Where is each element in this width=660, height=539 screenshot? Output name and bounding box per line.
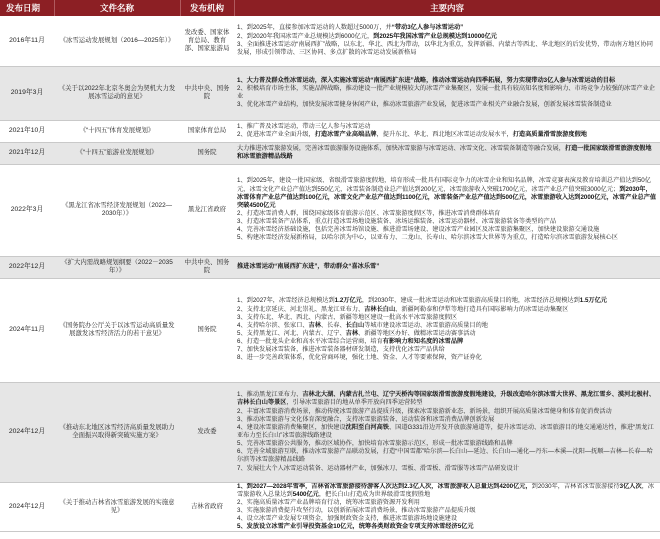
content-line: [237, 306, 657, 314]
content-line: [237, 523, 657, 531]
table-row: [0, 382, 660, 482]
highlight-text: 3亿人次: [619, 482, 642, 490]
document-name: 《扩大内需战略规划纲要（2022－2035年）》: [54, 256, 180, 278]
release-date: 2024年12月: [0, 482, 54, 532]
content-text: 大力推进冰雪旅游发展，完善冰雪旅游服务设施体系，加快冰雪旅游与冰雪运动、冰雪文化、冰雪装备制造等融合发展，: [237, 144, 565, 152]
document-name: 《黑龙江省冰雪经济发展规划（2022—2030年）》: [54, 164, 180, 256]
main-content: [234, 66, 660, 120]
document-name: 《“十四五”体育发展规划》: [54, 120, 180, 142]
content-text: 7、发展壮大个人冰雪运动装备、运动器材产业，加强冰刀、雪板、滑雪板、滑雪服等冰雪产品研发设计: [237, 464, 519, 472]
content-text: 1、到2027年，冰雪经济总规模达到: [237, 297, 335, 305]
main-content: [234, 164, 660, 256]
document-name: 《推动东北地区冰雪经济高质量发展助力全面振兴取得新突破实施方案》: [54, 382, 180, 482]
content-text: 6、完善全域旅游互联，推动冰雪旅游产品联动发展，打造“中国雪都”哈尔滨—长白山—延边、长白山—通化—丹东—本溪—沈阳—抚顺—吉林—长春—哈尔滨等冰雪旅游精品线路: [237, 448, 653, 464]
issuing-body: 黑龙江省政府: [180, 164, 234, 256]
issuing-body: 中共中央、国务院: [180, 256, 234, 278]
document-name: 《关于以2022年北京冬奥会为契机大力发展冰雪运动的意见》: [54, 66, 180, 120]
content-line: [237, 101, 657, 109]
release-date: 2016年11月: [0, 16, 54, 66]
table-row: [0, 120, 660, 142]
content-text: 3、优化冰雪产业结构，加快发展冰雪健身休闲产业，推动冰雪旅游产业发展，促进冰雪产业相关产业融合发展，创新发展冰雪装备制造业: [237, 101, 612, 109]
content-text: 、国道G331沿边开发开放旅游通道等，提升冰雪运动、冰雪旅游目的地交通通达性，推进“黑龙江亚布力至长白山”冰雪旅游线路建设: [237, 423, 654, 439]
content-text: 1、到2025年，直接参加冰雪运动的人数超过5000万，并: [237, 24, 392, 32]
highlight-text: 到2030年，冰雪体育产业总产值达到100亿元，冰雪文化产业总产值达到1100亿元，冰雪装备产业总产值达到500亿元，冰雪旅游收入达到2000亿元，冰雪产业总产值突破4500亿元: [237, 185, 657, 209]
content-line: [237, 210, 657, 218]
content-text: 到2030年，吉林省冰雪旅游接待: [531, 482, 620, 490]
release-date: 2022年3月: [0, 164, 54, 256]
issuing-body: 发改委、国家体育总局、教育部、国家旅游局: [180, 16, 234, 66]
issuing-body: 发改委: [180, 382, 234, 482]
content-line: [237, 314, 657, 322]
content-text: 、新疆阿勒泰和伊犁等地打造具有国际影响力的冰雪运动集聚区: [395, 305, 569, 313]
highlight-text: 5400亿元: [292, 490, 319, 498]
content-line: [237, 322, 657, 330]
content-line: [237, 177, 657, 210]
content-text: 3、全面推进冰雪运动“南展西扩”战略，以东北、华北、西北为带动，以华北为重点，发挥新疆、内蒙古等西北、华北地区的后发优势，带动南方地区协同发展，形成引领带动、三区协同、多点扩散的冰雪运动发展新格局: [237, 40, 653, 56]
content-text: ，冰雪旅游收入总量达到: [237, 482, 655, 498]
content-text: 2、实施高质量冰雪产业品牌培育行动，统筹冰雪旅游资源开发利用: [237, 498, 420, 506]
content-text: 4、支持哈尔滨、张家口、: [237, 321, 309, 329]
main-content: [234, 382, 660, 482]
content-line: [237, 330, 657, 338]
header-document-name: 文件名称: [54, 0, 180, 16]
content-line: [237, 24, 657, 32]
content-line: [237, 77, 657, 85]
highlight-text: 打造一批国家级滑雪旅游度假地和冰雪旅游精品线路: [237, 144, 652, 160]
header-issuer: 发布机构: [180, 0, 234, 16]
content-text: 等城市建设冰雪运动、冰雪旅游高质量目的地: [364, 321, 488, 329]
content-text: 5、支持黑龙江、河北、内蒙古、辽宁、: [237, 330, 346, 337]
content-text: 4、设立冰雪产业发展专项资金，加强财政资金支持，推进冰雪旅游场地设施建设: [237, 515, 458, 523]
highlight-text: 打造冰雪产业高端品牌: [314, 131, 377, 138]
content-text: ，提升东北、华北、西北地区冰雪运动发展水平，: [376, 131, 513, 138]
highlight-text: 努力实现带动3亿人参与冰雪运动的目标: [506, 76, 616, 84]
content-line: [237, 33, 657, 41]
table-row: [0, 16, 660, 66]
highlight-text: 1、大力普及群众性冰雪运动，深入实施冰雪运动“南展西扩东进”战略，推动冰雪运动向四季拓展，: [237, 76, 507, 84]
header-date: 发布日期: [0, 0, 54, 16]
content-text: 7、加快发展冰雪装备，推进冰雪装备器材研发制造，支持优化冰雪产品供给: [237, 346, 445, 354]
content-text: 2、丰富冰雪旅游消费场景，推动传统冰雪旅游产品提质升级，探索冰雪旅游新业态、新场景，组织开展高质量冰雪健身和体育促消费活动: [237, 407, 612, 415]
content-text: 1、到2025年，建设一批国家级、省级滑雪旅游度假地，培育形成一批具有国际竞争力的冰雪企业和知名品牌，冰雪竞赛表演及教育培训总产值达到50亿元，冰雪文化产业总产值达到550亿元，冰雪装备制造业总产值达到200亿元，冰雪旅游收入突破1700亿元，冰雪产业总产值突破3000亿元；: [237, 177, 651, 193]
release-date: 2021年10月: [0, 120, 54, 142]
content-line: [237, 263, 657, 271]
main-content: [234, 120, 660, 142]
highlight-text: 有影响力和知名度的冰雪品牌: [382, 338, 464, 346]
content-text: 、新疆等地区办好、做精冰雪运动赛事活动: [358, 330, 476, 337]
content-line: [237, 391, 657, 407]
main-content: [234, 482, 660, 532]
content-text: ，到2030年，建成一批冰雪运动和冰雪旅游高质量目的地，冰雪经济总规模达到: [361, 297, 580, 305]
content-text: 2、支持北京延庆、河北崇礼、黑龙江亚布力、: [237, 305, 365, 313]
highlight-text: “带动3亿人参与冰雪运动”: [391, 24, 464, 32]
content-line: [237, 465, 657, 473]
content-line: [237, 499, 657, 507]
content-line: [237, 483, 657, 499]
content-text: 5、构建冰雪经济发展新格局，以哈尔滨为中心，以亚布力、二龙山、长寿山、哈尔滨冰雪大世界等为重点，打造哈尔滨冰雪旅游发展核心区: [237, 234, 618, 242]
highlight-text: 吉林北大湖、内蒙古扎兰屯、辽宁天桥沟等国家级滑雪旅游度假地建设，升级改造哈尔滨冰雪大世界、黑龙江雪乡、漠河北极村、吉林长白山等景区: [237, 391, 656, 407]
content-text: ，把长白山打造成为世界级滑雪度假胜地: [318, 490, 431, 498]
release-date: 2024年12月: [0, 382, 54, 482]
content-text: 2、促进冰雪产业全面升级，: [237, 131, 315, 138]
release-date: 2024年11月: [0, 278, 54, 382]
main-content: [234, 278, 660, 382]
table-row: [0, 142, 660, 164]
main-content: [234, 142, 660, 164]
highlight-text: 推进冰雪运动“南展西扩东进”，带动群众“喜冰乐雪”: [237, 262, 380, 270]
issuing-body: 吉林省政府: [180, 482, 234, 532]
main-content: [234, 16, 660, 66]
highlight-text: 1.2万亿元: [334, 297, 362, 305]
document-name: 《国务院办公厅关于以冰雪运动高质量发展激发冰雪经济活力的若干意见》: [54, 278, 180, 382]
content-line: [237, 131, 657, 139]
highlight-text: 吉林长白山: [364, 305, 396, 313]
issuing-body: 国务院: [180, 142, 234, 164]
content-line: [237, 408, 657, 416]
content-line: [237, 85, 657, 101]
release-date: 2021年12月: [0, 142, 54, 164]
highlight-text: 打造高质量滑雪旅游度假地: [512, 131, 587, 138]
issuing-body: 中共中央、国务院: [180, 66, 234, 120]
content-text: 1、推广普及冰雪运动，带动三亿人参与冰雪运动: [237, 122, 371, 130]
table-row: [0, 164, 660, 256]
table-row: [0, 66, 660, 120]
main-content: [234, 256, 660, 278]
content-text: 2、到2020年我国冰雪产业总规模达到6000亿元，: [237, 32, 374, 40]
content-text: 4、建设冰雪旅游消费集聚区，加快建设: [237, 423, 346, 431]
content-line: [237, 507, 657, 515]
document-name: 《关于推动吉林省冰雪旅游发展的实施意见》: [54, 482, 180, 532]
content-line: [237, 416, 657, 424]
table-header-row: [0, 0, 660, 16]
content-line: [237, 145, 657, 161]
content-text: 3、支持东北、华北、西北、内蒙古、新疆等地区建设一批高水平冰雪旅游度假区: [237, 313, 458, 321]
highlight-text: 沈阳至白河高铁: [345, 423, 389, 431]
content-text: 3、推动冰雪旅游与文化体育深度融合，支持冰雪旅游装备、运动装备和冰雪消费品牌创新发展: [237, 415, 495, 423]
table-row: [0, 482, 660, 532]
issuing-body: 国务院: [180, 278, 234, 382]
document-name: 《冰雪运动发展规划（2016—2025年）》: [54, 16, 180, 66]
release-date: 2019年3月: [0, 66, 54, 120]
highlight-text: 5、发放设立冰雪产业引导投资基金10亿元，统筹各类财政资金专项支持冰雪经济5亿元: [237, 523, 474, 531]
content-line: [237, 41, 657, 57]
content-text: 4、完善冰雪经济基础设施，包括完善冰雪场馆设施、推进滑雪场建设、建设冰雪产业园区及冰雪旅游集聚区，加快建设旅游交通设施: [237, 226, 600, 234]
content-line: [237, 234, 657, 242]
content-text: 8、进一步完善政策体系，优化营商环境，强化土地、资金、人才等要素保障，资产证券化: [237, 354, 482, 362]
content-text: ，引导冰雪旅游目的地从单季开放向四季运营转型: [286, 399, 423, 407]
document-name: 《“十四五”旅游业发展规划》: [54, 142, 180, 164]
content-text: 2、积极培育市场主体，实施品牌战略，推动建设一批产业规模较大的冰雪产业集聚区，发展一批具有较高知名度和影响力、市场竞争力较强的冰雪产业企业: [237, 84, 655, 100]
content-line: [237, 424, 657, 440]
highlight-text: 到2025年我国冰雪产业总规模达到10000亿元: [373, 32, 497, 40]
highlight-text: 1、到2027—2028年雪季，吉林省冰雪旅游接待游客人次达到2.3亿人次，冰雪旅游收入总量达到4200亿元，: [237, 482, 532, 490]
highlight-text: 吉林: [308, 321, 321, 329]
issuing-body: 国家体育总局: [180, 120, 234, 142]
release-date: 2022年12月: [0, 256, 54, 278]
highlight-text: 1.5万亿元: [579, 297, 607, 305]
content-text: 1、推动黑龙江亚布力、: [237, 391, 303, 399]
content-text: 6、打造一批龙头企业和高水平冰雪综合运营商，培育: [237, 338, 383, 346]
content-line: [237, 354, 657, 362]
content-line: [237, 123, 657, 131]
content-text: 、长春、: [320, 321, 346, 329]
highlight-text: 吉林: [345, 330, 359, 337]
table-row: [0, 278, 660, 382]
header-main-content: 主要内容: [234, 0, 660, 16]
content-text: 2、打造冰雪消费人群，围绕国家级体育旅游示范区、冰雪旅游度假区等，推进冰雪消费群体培育: [237, 210, 501, 217]
content-line: [237, 448, 657, 464]
table-row: [0, 256, 660, 278]
content-text: 5、完善冰雪旅游公共服务，推动区域协作，加快培育冰雪旅游示范区，形成一批冰雪旅游线路和品牌: [237, 440, 513, 448]
highlight-text: 长白山: [345, 321, 365, 329]
content-line: [237, 297, 657, 305]
content-text: 3、实施旅游消费提升攻坚行动，以创新拓展冰雪消费场景，推动冰雪旅游产品提质升级: [237, 506, 476, 514]
content-text: 3、打造冰雪装备产品体系，重点打造冰雪场地设施装备、冰场运维装备、冰雪运动器材、冰雪旅游装备等类型的产品: [237, 218, 557, 226]
